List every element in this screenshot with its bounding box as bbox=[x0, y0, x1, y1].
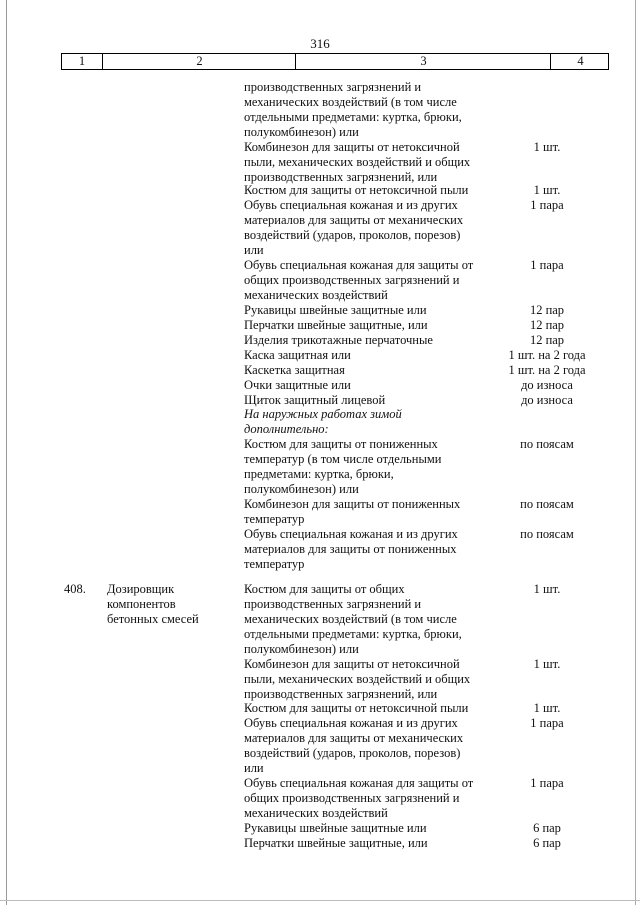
item-line: производственных загрязнений, или bbox=[244, 170, 438, 184]
profession-line: Дозировщик bbox=[107, 582, 175, 596]
item-line: материалов для защиты от механических bbox=[244, 731, 464, 745]
quantity: по поясам bbox=[520, 527, 574, 541]
item-line: Обувь специальная кожаная для защиты от bbox=[244, 258, 474, 272]
item-line: предметами: куртка, брюки, bbox=[244, 467, 394, 481]
quantity: до износа bbox=[521, 378, 573, 392]
page-left-edge bbox=[6, 0, 7, 905]
item-line: Обувь специальная кожаная и из других bbox=[244, 716, 458, 730]
quantity: 1 шт. bbox=[533, 140, 561, 154]
quantity: 1 пара bbox=[530, 776, 564, 790]
item-line: Рукавицы швейные защитные или bbox=[244, 821, 427, 835]
item-line: Рукавицы швейные защитные или bbox=[244, 303, 427, 317]
table-header bbox=[61, 53, 609, 70]
item-line-italic: На наружных работах зимой bbox=[244, 407, 402, 421]
header-col-4: 4 bbox=[550, 54, 610, 69]
item-line: Обувь специальная кожаная и из других bbox=[244, 198, 458, 212]
item-line: полукомбинезон) или bbox=[244, 482, 359, 496]
quantity: 1 пара bbox=[530, 198, 564, 212]
quantity: 1 шт. на 2 года bbox=[508, 348, 586, 362]
quantity: 1 пара bbox=[530, 258, 564, 272]
quantity: 6 пар bbox=[533, 836, 561, 850]
item-line: воздействий (ударов, проколов, порезов) bbox=[244, 746, 461, 760]
item-line: механических воздействий (в том числе bbox=[244, 95, 457, 109]
item-line: полукомбинезон) или bbox=[244, 642, 359, 656]
item-line: отдельными предметами: куртка, брюки, bbox=[244, 110, 462, 124]
item-line: производственных загрязнений, или bbox=[244, 687, 438, 701]
item-line: Каска защитная или bbox=[244, 348, 351, 362]
item-line: Костюм для защиты от нетоксичной пыли bbox=[244, 701, 469, 715]
item-line: Каскетка защитная bbox=[244, 363, 345, 377]
item-line: механических воздействий (в том числе bbox=[244, 612, 457, 626]
header-col-2: 2 bbox=[102, 54, 296, 69]
item-line: общих производственных загрязнений и bbox=[244, 791, 460, 805]
item-line: Перчатки швейные защитные, или bbox=[244, 836, 428, 850]
item-line: Изделия трикотажные перчаточные bbox=[244, 333, 433, 347]
item-line: Обувь специальная кожаная для защиты от bbox=[244, 776, 474, 790]
quantity: 1 шт. bbox=[533, 582, 561, 596]
item-line: производственных загрязнений и bbox=[244, 80, 422, 94]
quantity: 1 шт. bbox=[533, 701, 561, 715]
row-number: 408. bbox=[64, 582, 86, 596]
quantity: 1 шт. bbox=[533, 183, 561, 197]
item-line: или bbox=[244, 761, 264, 775]
item-line: температур bbox=[244, 512, 305, 526]
item-line: производственных загрязнений и bbox=[244, 597, 422, 611]
page-right-edge bbox=[635, 0, 636, 905]
item-line-italic: дополнительно: bbox=[244, 422, 329, 436]
item-line: материалов для защиты от пониженных bbox=[244, 542, 457, 556]
quantity: 1 шт. bbox=[533, 657, 561, 671]
quantity: 1 пара bbox=[530, 716, 564, 730]
item-line: Перчатки швейные защитные, или bbox=[244, 318, 428, 332]
quantity: 1 шт. на 2 года bbox=[508, 363, 586, 377]
item-line: полукомбинезон) или bbox=[244, 125, 359, 139]
quantity: 12 пар bbox=[529, 303, 565, 317]
quantity: до износа bbox=[521, 393, 573, 407]
item-line: Комбинезон для защиты от нетоксичной bbox=[244, 657, 460, 671]
quantity: по поясам bbox=[520, 437, 574, 451]
item-line: Обувь специальная кожаная и из других bbox=[244, 527, 458, 541]
profession-line: бетонных смесей bbox=[107, 612, 199, 626]
item-line: Костюм для защиты от пониженных bbox=[244, 437, 438, 451]
item-line: или bbox=[244, 243, 264, 257]
quantity: 6 пар bbox=[533, 821, 561, 835]
item-line: Комбинезон для защиты от нетоксичной bbox=[244, 140, 460, 154]
item-line: воздействий (ударов, проколов, порезов) bbox=[244, 228, 461, 242]
item-line: механических воздействий bbox=[244, 806, 388, 820]
item-line: Очки защитные или bbox=[244, 378, 351, 392]
item-line: пыли, механических воздействий и общих bbox=[244, 672, 471, 686]
item-line: механических воздействий bbox=[244, 288, 388, 302]
quantity: 12 пар bbox=[529, 333, 565, 347]
item-line: пыли, механических воздействий и общих bbox=[244, 155, 471, 169]
item-line: материалов для защиты от механических bbox=[244, 213, 464, 227]
item-line: температур (в том числе отдельными bbox=[244, 452, 442, 466]
item-line: отдельными предметами: куртка, брюки, bbox=[244, 627, 462, 641]
item-line: Костюм для защиты от общих bbox=[244, 582, 405, 596]
item-line: Щиток защитный лицевой bbox=[244, 393, 386, 407]
header-col-3: 3 bbox=[295, 54, 551, 69]
profession-line: компонентов bbox=[107, 597, 176, 611]
quantity: по поясам bbox=[520, 497, 574, 511]
quantity: 12 пар bbox=[529, 318, 565, 332]
page-number: 316 bbox=[310, 36, 330, 51]
page-bottom-edge bbox=[0, 900, 640, 901]
item-line: Костюм для защиты от нетоксичной пыли bbox=[244, 183, 469, 197]
item-line: Комбинезон для защиты от пониженных bbox=[244, 497, 461, 511]
header-col-1: 1 bbox=[78, 54, 86, 68]
item-line: общих производственных загрязнений и bbox=[244, 273, 460, 287]
item-line: температур bbox=[244, 557, 305, 571]
